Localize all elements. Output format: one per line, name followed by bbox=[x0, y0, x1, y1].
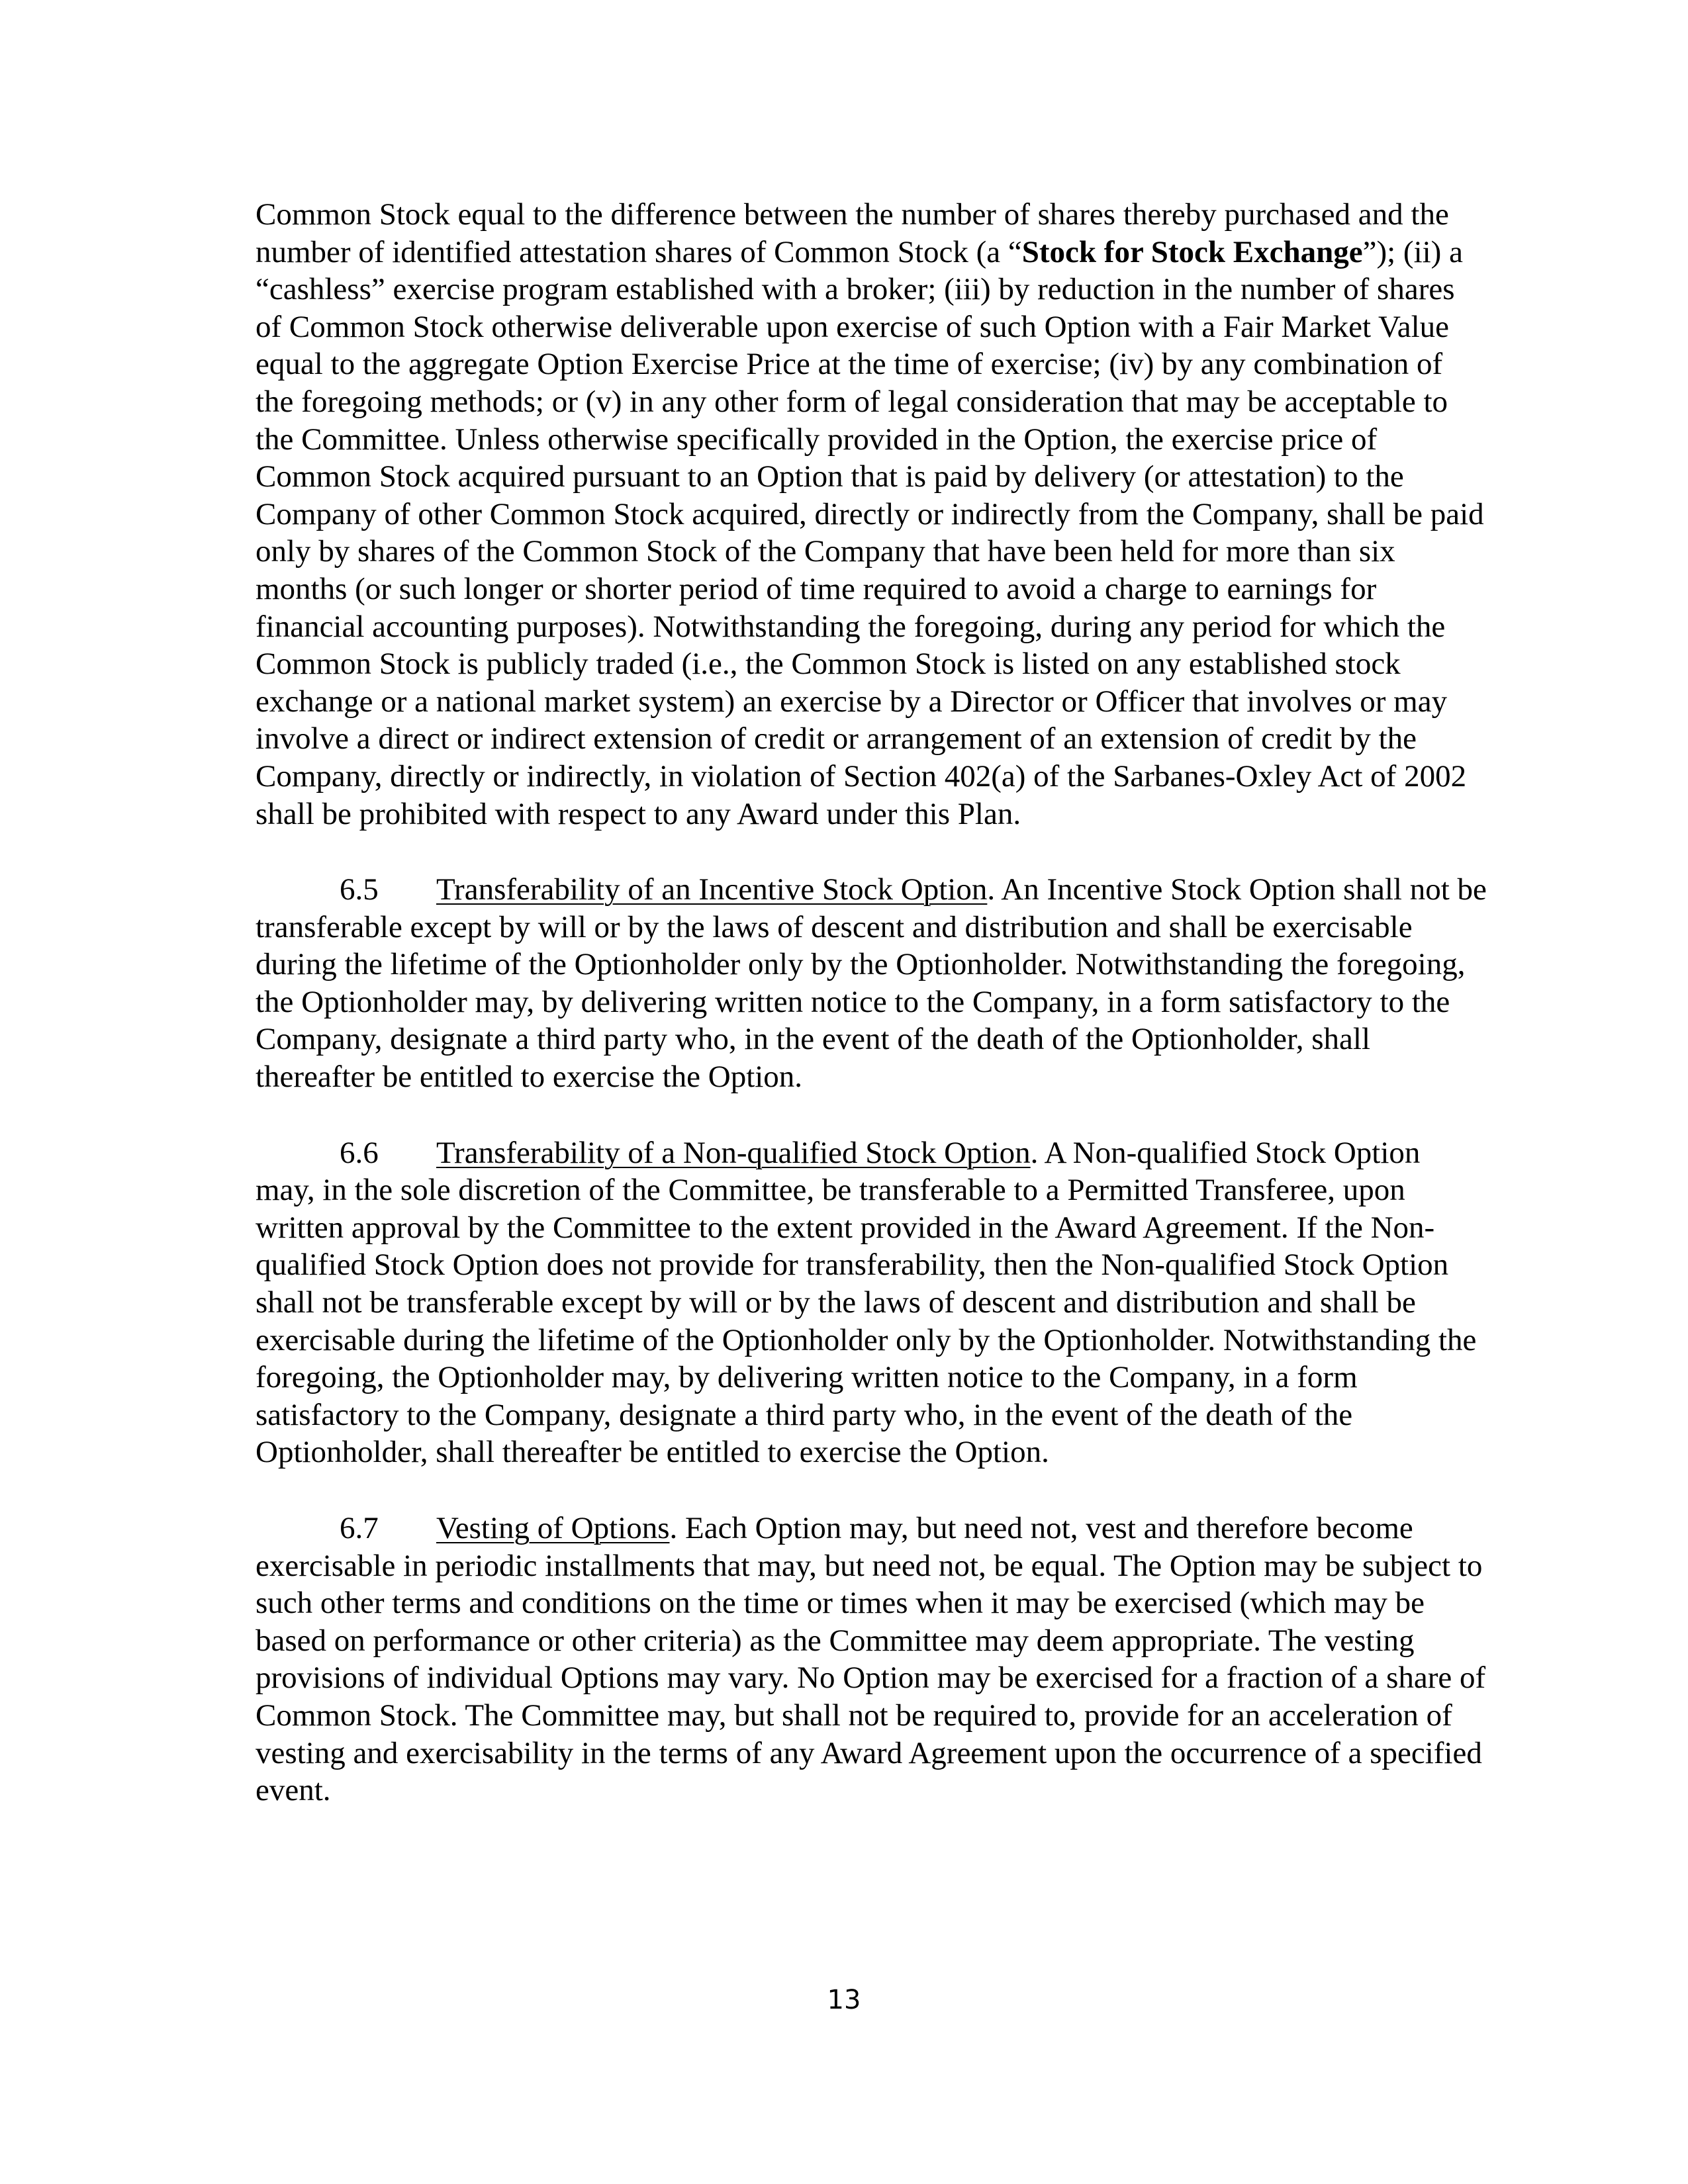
continuation-text-start: Common Stock equal to the difference between the number of shares thereby purchased and the number of identified attestation shares of Common Stock (a “ bbox=[256, 197, 1449, 269]
section-6-5 bbox=[256, 871, 1487, 1096]
continuation-paragraph bbox=[256, 196, 1487, 833]
section-body: . Each Option may, but need not, vest and therefore become exercisable in periodic installments that may, but need not, be equal. The Option may be subject to such other terms and conditions on the time or times when it may be exercised (which may be based on performance or other criteria) as the Committee may deem appropriate. The vesting provisions of individual Options may vary. No Option may be exercised for a fraction of a share of Common Stock. The Committee may, but shall not be required to, provide for an acceleration of vesting and exercisability in the terms of any Award Agreement upon the occurrence of a specified event. bbox=[256, 1511, 1486, 1808]
defined-term-stock-for-stock-exchange: Stock for Stock Exchange bbox=[1021, 234, 1363, 269]
section-number: 6.7 bbox=[340, 1511, 379, 1545]
section-title: Transferability of a Non-qualified Stock Option bbox=[436, 1135, 1031, 1170]
section-body: . An Incentive Stock Option shall not be transferable except by will or by the laws of descent and distribution and shall be exercisable during the lifetime of the Optionholder only by the Optionholder. Notwithstanding the foregoing, the Optionholder may, by delivering written notice to the Company, in a form satisfactory to the Company, designate a third party who, in the event of the death of the Optionholder, shall thereafter be entitled to exercise the Option. bbox=[256, 872, 1487, 1095]
section-number: 6.5 bbox=[340, 872, 379, 907]
section-body: . A Non-qualified Stock Option may, in the sole discretion of the Committee, be transferable to a Permitted Transferee, upon written approval by the Committee to the extent provided in the Award Agreement. If the Non-qualified Stock Option does not provide for transferability, then the Non-qualified Stock Option shall not be transferable except by will or by the laws of descent and distribution and shall be exercisable during the lifetime of the Optionholder only by the Optionholder. Notwithstanding the foregoing, the Optionholder may, by delivering written notice to the Company, in a form satisfactory to the Company, designate a third party who, in the event of the death of the Optionholder, shall thereafter be entitled to exercise the Option. bbox=[256, 1135, 1477, 1470]
section-title: Vesting of Options bbox=[436, 1511, 670, 1545]
section-6-6 bbox=[256, 1134, 1487, 1471]
document-body bbox=[256, 196, 1487, 1848]
section-6-7 bbox=[256, 1510, 1487, 1809]
page-number: 13 bbox=[827, 1985, 861, 2015]
section-number: 6.6 bbox=[340, 1135, 379, 1170]
continuation-text-end: ”); (ii) a “cashless” exercise program established with a broker; (iii) by reduction in the number of shares of Common Stock otherwise deliverable upon exercise of such Option with a Fair Market Value equal to the aggregate Option Exercise Price at the time of exercise; (iv) by any combination of the foregoing methods; or (v) in any other form of legal consideration that may be acceptable to the Committee. Unless otherwise specifically provided in the Option, the exercise price of Common Stock acquired pursuant to an Option that is paid by delivery (or attestation) to the Company of other Common Stock acquired, directly or indirectly from the Company, shall be paid only by shares of the Common Stock of the Company that have been held for more than six months (or such longer or shorter period of time required to avoid a charge to earnings for financial accounting purposes). Notwithstanding the foregoing, during any period for which the Common Stock is publicly traded (i.e., the Common Stock is listed on any established stock exchange or a national market system) an exercise by a Director or Officer that involves or may involve a direct or indirect extension of credit or arrangement of an extension of credit by the Company, directly or indirectly, in violation of Section 402(a) of the Sarbanes-Oxley Act of 2002 shall be prohibited with respect to any Award under this Plan. bbox=[256, 234, 1484, 831]
section-title: Transferability of an Incentive Stock Option bbox=[436, 872, 988, 907]
